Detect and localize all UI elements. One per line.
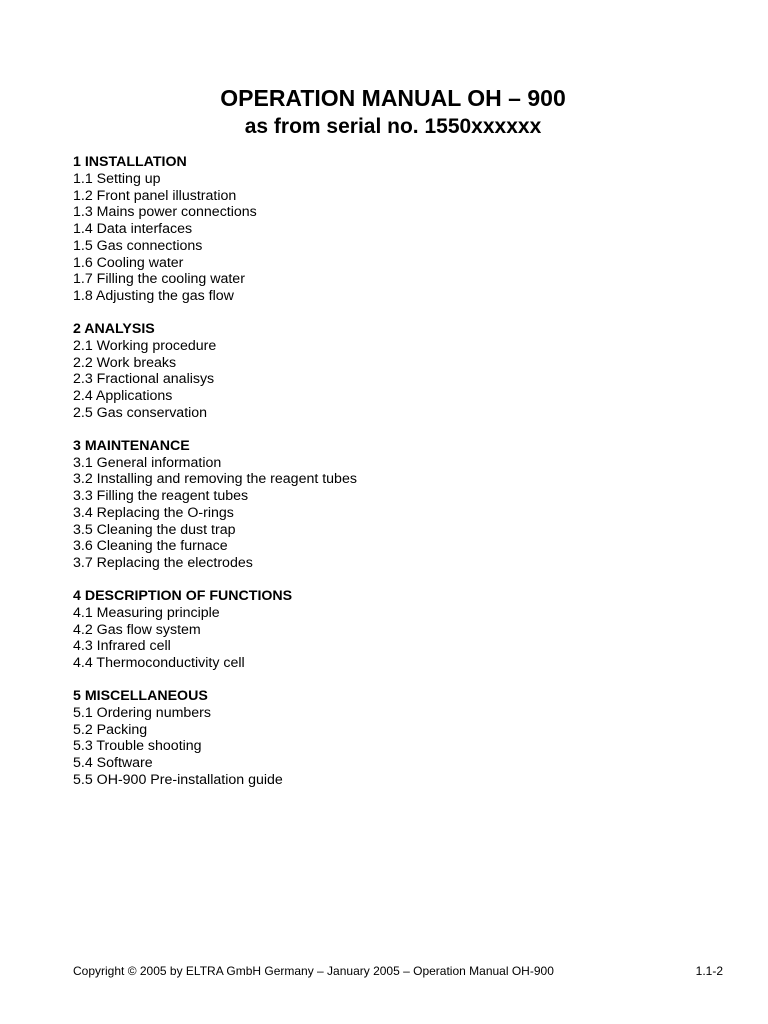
toc-item: 5.1 Ordering numbers [73,704,212,721]
toc-section-analysis [73,321,673,422]
toc-item: 2.4 Applications [73,388,173,405]
toc-item: 2.1 Working procedure [73,337,217,354]
toc-item: 4.4 Thermoconductivity cell [73,655,245,672]
toc-item: 5.5 OH-900 Pre-installation guide [73,771,283,788]
toc-section-miscellaneous [73,688,673,789]
toc-item: 1.5 Gas connections [73,237,203,254]
toc-item: 3.6 Cleaning the furnace [73,538,228,555]
copyright-notice: Copyright © 2005 by ELTRA GmbH Germany – January 2005 – Operation Manual OH-900 [73,964,554,978]
toc-item: 5.3 Trouble shooting [73,738,202,755]
toc-section-maintenance [73,438,673,572]
toc-item: 3.7 Replacing the electrodes [73,555,253,572]
table-of-contents [73,154,673,805]
toc-item: 4.2 Gas flow system [73,621,201,638]
toc-section-description-of-functions [73,588,673,672]
section-heading: 4 DESCRIPTION OF FUNCTIONS [73,588,293,605]
toc-item: 3.4 Replacing the O-rings [73,504,234,521]
toc-item: 5.2 Packing [73,721,148,738]
toc-item: 1.6 Cooling water [73,254,184,271]
toc-item: 3.1 General information [73,454,222,471]
toc-item: 2.5 Gas conservation [73,404,208,421]
toc-item: 3.5 Cleaning the dust trap [73,521,236,538]
toc-item: 1.2 Front panel illustration [73,187,237,204]
toc-item: 1.7 Filling the cooling water [73,271,245,288]
document-title: OPERATION MANUAL OH – 900 [220,85,566,111]
toc-item: 4.1 Measuring principle [73,604,220,621]
document-subtitle: as from serial no. 1550xxxxxx [244,115,542,138]
toc-item: 3.2 Installing and removing the reagent tubes [73,471,357,488]
toc-item: 2.2 Work breaks [73,354,177,371]
toc-item: 1.8 Adjusting the gas flow [73,288,234,304]
toc-item: 4.3 Infrared cell [73,638,171,655]
section-heading: 5 MISCELLANEOUS [73,688,208,705]
toc-item: 3.3 Filling the reagent tubes [73,488,249,505]
toc-item: 1.3 Mains power connections [73,204,257,221]
section-heading: 3 MAINTENANCE [73,437,190,454]
toc-item: 1.1 Setting up [73,170,161,187]
section-heading: 1 INSTALLATION [73,154,187,170]
toc-item: 2.3 Fractional analisys [73,371,215,388]
page-number: 1.1-2 [695,964,723,978]
toc-item: 5.4 Software [73,755,153,772]
toc-item: 1.4 Data interfaces [73,221,193,237]
section-heading: 2 ANALYSIS [73,321,155,338]
toc-section-installation [73,154,673,305]
